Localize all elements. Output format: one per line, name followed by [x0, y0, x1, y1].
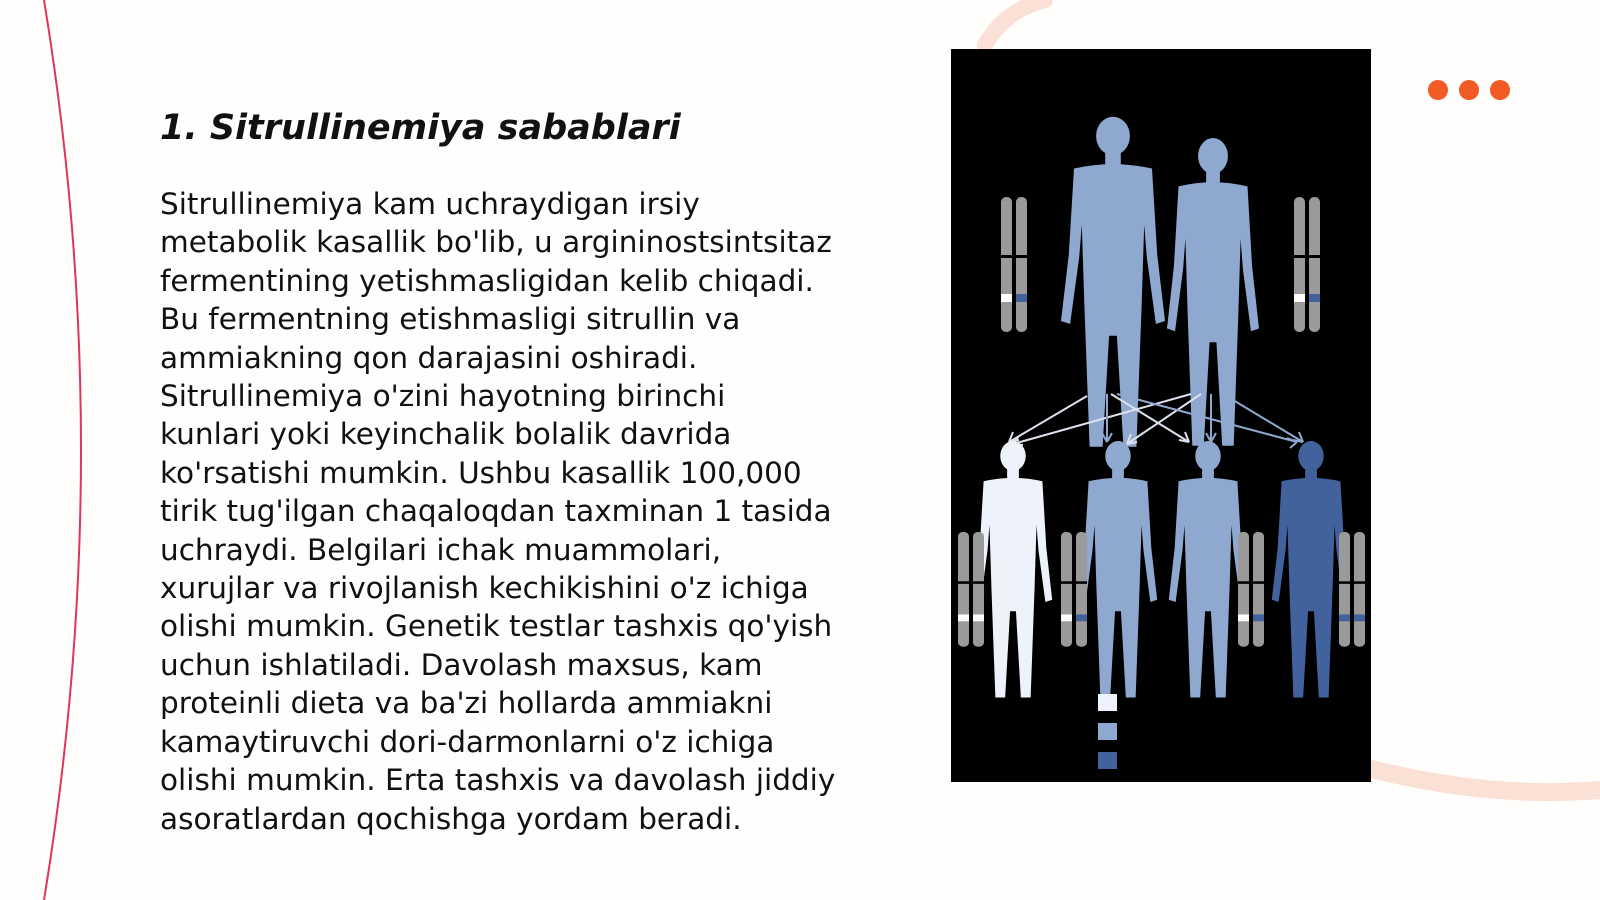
child-carrier-1 — [1079, 441, 1157, 697]
inheritance-arrows — [1009, 394, 1303, 448]
legend-swatch-carrier — [1098, 723, 1117, 740]
bottom-accent-swoosh — [1345, 762, 1600, 792]
top-accent-swoosh — [985, 0, 1045, 45]
father-silhouette — [1061, 117, 1165, 447]
child-unaffected-chromosomes — [958, 532, 984, 647]
mother-silhouette — [1167, 138, 1259, 446]
mother-chromosomes — [1294, 197, 1320, 332]
legend-swatch-affected — [1098, 752, 1117, 769]
slide-body-text: Sitrullinemiya kam uchraydigan irsiy metabolik kasallik bo'lib, u argininostsintsitaz fermentining yetishmasligidan kelib chiqadi. Bu fermentning etishmasligi sitrullin va ammiakning qon darajasini oshiradi. Sitrullinemiya o'zini hayotning birinchi kunlari yoki keyinchalik bolalik davrida ko'rsatishi mumkin. Ushbu kasallik 100,000 tirik tug'ilgan chaqaloqdan taxminan 1 tasida uchraydi. Belgilari ichak muammolari, xurujlar va rivojlanish kechikishini o'z ichiga olishi mumkin. Genetik testlar tashxis qo'yish uchun ishlatiladi. Davolash maxsus, kam proteinli dieta va ba'zi hollarda ammiakni kamaytiruvchi dori-darmonlarni o'z ichiga olishi mumkin. Erta tashxis va davolash jiddiy asoratlardan qochishga yordam beradi. — [160, 187, 836, 836]
dot-3 — [1490, 80, 1510, 100]
dot-1 — [1428, 80, 1448, 100]
dot-2 — [1459, 80, 1479, 100]
child-affected-chromosomes — [1339, 532, 1365, 647]
inheritance-figure — [951, 49, 1371, 782]
inheritance-pedigree-illustration — [951, 49, 1371, 782]
child-affected — [1272, 441, 1350, 697]
child-carrier-1-chromosomes — [1061, 532, 1087, 647]
slide-title: 1. Sitrullinemiya sabablari — [160, 108, 681, 148]
legend-swatch-unaffected — [1098, 694, 1117, 711]
father-chromosomes — [1001, 197, 1027, 332]
more-options-icon[interactable] — [1428, 80, 1510, 100]
child-carrier-2-chromosomes — [1238, 532, 1264, 647]
left-curve-line — [44, 0, 81, 900]
child-unaffected — [974, 441, 1052, 697]
child-carrier-2 — [1169, 441, 1247, 697]
